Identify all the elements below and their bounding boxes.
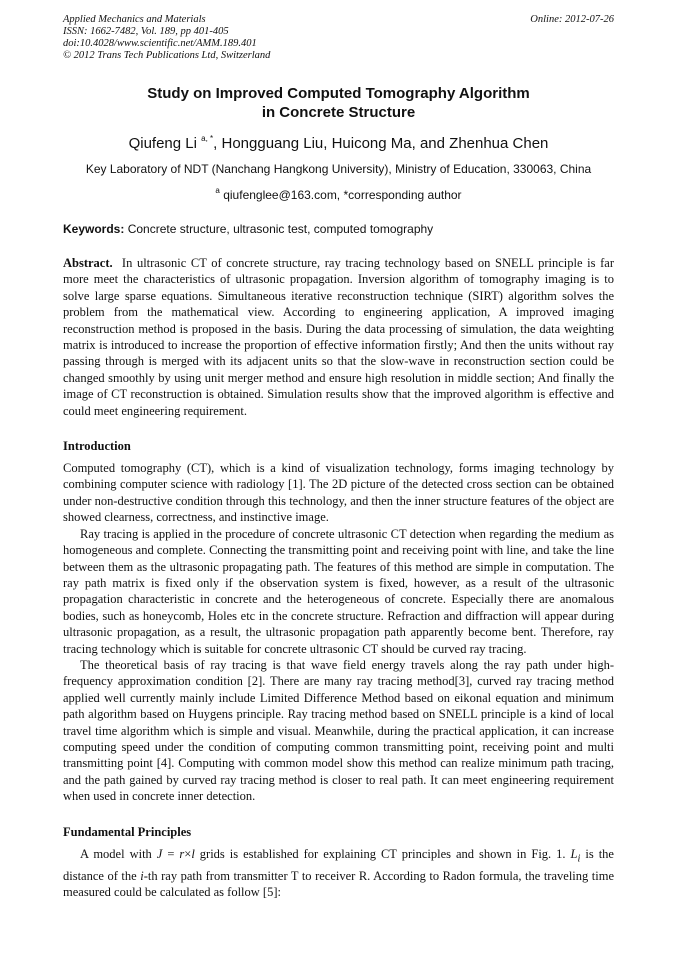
author-first: Qiufeng Li [128,135,197,152]
fp-text-e: is the distance of the [63,846,614,883]
keywords-text: Concrete structure, ultrasonic test, computed tomography [127,222,434,236]
fp-var-J: J [156,846,163,861]
fp-var-i: i [140,868,144,883]
keywords [63,222,614,236]
journal-copyright: © 2012 Trans Tech Publications Ltd, Switzerland [63,50,271,61]
fp-text-a: A model with [80,846,157,861]
section-heading-introduction: Introduction [63,439,131,454]
email-marker: a [215,186,220,195]
online-date: Online: 2012-07-26 [530,14,614,25]
title-line-2: in Concrete Structure [261,104,416,121]
keywords-label: Keywords: [63,222,125,236]
journal-issn: ISSN: 1662-7482, Vol. 189, pp 401-405 [63,26,229,37]
author-list [63,129,614,153]
affiliation: Key Laboratory of NDT (Nanchang Hangkong University), Ministry of Education, 330063, China [85,162,592,176]
fp-text-d: grids is established for explaining CT principles and shown in Fig. 1. [194,846,571,861]
title-line-1: Study on Improved Computed Tomography Algorithm [147,85,530,102]
section-heading-fundamental: Fundamental Principles [63,824,192,839]
fp-var-l: l [191,846,195,861]
intro-paragraph-3: The theoretical basis of ray tracing is that wave field energy travels along the ray path under high-frequency approximation condition [2]. There are many ray tracing method[3], curved ray tracing method applied well currently mainly include Limited Difference Method based on eikonal equation and minimum path algorithm based on Huygens principle. Ray tracing method based on SNELL principle is a kind of local travel time algorithm which is simple and visual. Meanwhile, during the practical application, it can increase computing speed under the condition of computing common transmitting point, receiving point and multi transmitting point [4]. Computing with common model show this method can realize minimum path tracing, and the path gained by curved ray tracing method is closer to real path. It can meet engineering requirement when used in concrete inner detection. [63,657,614,804]
fp-var-L-sub: i [577,853,581,865]
email-text: qiufenglee@163.com, *corresponding author [223,188,462,202]
fp-text-c: × [184,846,192,861]
fp-var-L: L [570,846,578,861]
journal-name: Applied Mechanics and Materials [63,14,206,25]
abstract [63,255,614,419]
paper-page [63,14,614,900]
intro-paragraph-1: Computed tomography (CT), which is a kind of visualization technology, forms imaging technology by combining computer science with radiology [1]. The 2D picture of the detected cross section can be obtained under non-destructive condition through this technology, and then the inner structure features of the object are showed clearness, correctness, and instinctive image. [63,461,614,525]
journal-doi: doi:10.4028/www.scientific.net/AMM.189.401 [63,38,257,49]
abstract-text: In ultrasonic CT of concrete structure, ray tracing technology based on SNELL principle is far more meet the characteristics of ultrasonic propagation. Inversion algorithm of tomography imaging is to solve large sparse equations. Simultaneous iterative reconstruction technique (SIRT) algorithm solves the problem from the mathematical view. According to engineering application, A improved imaging reconstruction method is proposed in the basis. During the data processing of simulation, the data weighting matrix is introduced to increase the proportion of effective information firstly; And then the units without ray passing through is merged with its adjacent units so that the slow-wave in reconstruction section could be changed smoothly by using unit merger method and ensure high resolution in middle section; And finally the image of CT reconstruction is obtained. Simulation results show that the improved algorithm is effective and could meet engineering requirement. [63,256,615,418]
fp-text-f: -th ray path from transmitter T to receiver R. According to Radon formula, the traveling time measured could be calculated as follow [5]: [63,868,615,899]
journal-header [63,14,614,62]
intro-paragraph-2: Ray tracing is applied in the procedure of concrete ultrasonic CT detection when regarding the medium as homogeneous and complete. Connecting the transmitting point and receiving point with line, and take the line between them as the ultrasonic propagating path. The features of this method are simple in computation. The ray path matrix is fixed only if the observation system is fixed, however, as a result of the ultrasonic propagation characteristic in concrete and the heterogeneous of concrete. Especially there are anomalous bodies, such as honeycomb, Holes etc in the concrete structure. Refraction and diffraction will appear during ultrasonic propagation, as a result, the ultrasonic propagation path apparently become bent. Therefore, ray tracing technology which is suitable for concrete ultrasonic CT should be curved ray tracing. [63,526,614,656]
author-first-marker: a, * [201,134,214,143]
abstract-label: Abstract. [63,256,113,270]
fundamental-paragraph-1 [63,846,614,901]
paper-title [63,84,614,122]
fp-text-b: = [162,846,180,861]
author-email [63,184,614,202]
fp-var-r: r [179,846,185,861]
author-rest: , Hongguang Liu, Huicong Ma, and Zhenhua Chen [213,135,549,152]
